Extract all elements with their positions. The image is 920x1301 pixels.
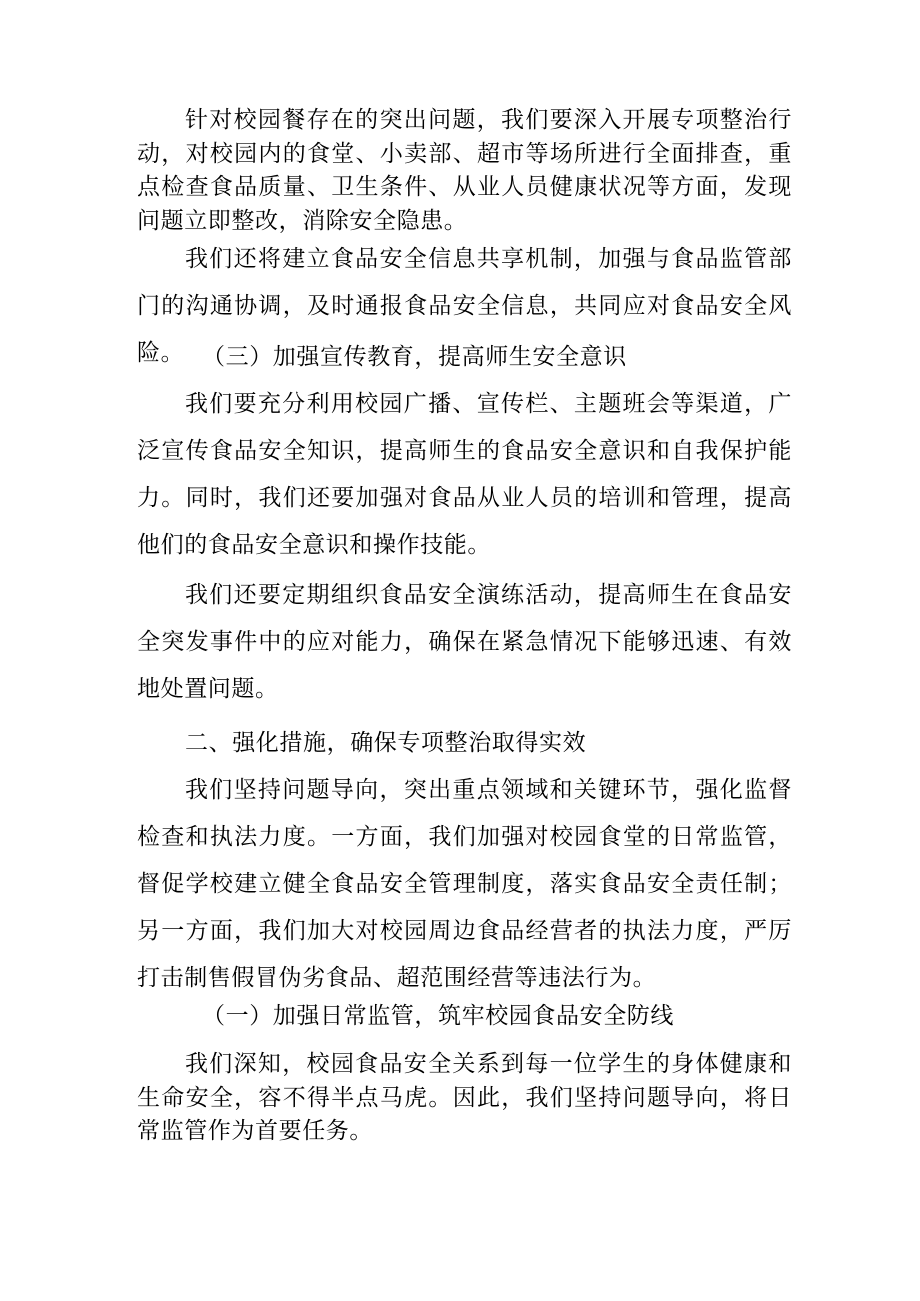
paragraph-1: 针对校园餐存在的突出问题，我们要深入开展专项整治行动，对校园内的食堂、小卖部、超市等场所进行全面排查，重点检查食品质量、卫生条件、从业人员健康状况等方面，发现问题立即整改，消除安全隐患。	[137, 107, 792, 234]
subheading-1: （一）加强日常监管，筑牢校园食品安全防线	[202, 1003, 674, 1029]
subheading-3: （三）加强宣传教育，提高师生安全意识	[202, 344, 627, 370]
paragraph-3: 我们要充分利用校园广播、宣传栏、主题班会等渠道，广泛宣传食品安全知识，提高师生的食品安全意识和自我保护能力。同时，我们还要加强对食品从业人员的培训和管理，提高他们的食品安全意识和操作技能。	[137, 391, 792, 558]
paragraph-5: 我们坚持问题导向，突出重点领域和关键环节，强化监督检查和执法力度。一方面，我们加强对校园食堂的日常监管，督促学校建立健全食品安全管理制度，落实食品安全责任制；另一方面，我们加大对校园周边食品经营者的执法力度，严厉打击制售假冒伪劣食品、超范围经营等违法行为。	[137, 777, 792, 991]
section-heading-2: 二、强化措施，确保专项整治取得实效	[185, 730, 587, 756]
paragraph-4: 我们还要定期组织食品安全演练活动，提高师生在食品安全突发事件中的应对能力，确保在紧急情况下能够迅速、有效地处置问题。	[137, 582, 792, 702]
paragraph-6: 我们深知，校园食品安全关系到每一位学生的身体健康和生命安全，容不得半点马虎。因此，我们坚持问题导向，将日常监管作为首要任务。	[137, 1051, 792, 1144]
paragraph-2: 我们还将建立食品安全信息共享机制，加强与食品监管部门的沟通协调，及时通报食品安全信息，共同应对食品安全风险。	[137, 246, 792, 366]
